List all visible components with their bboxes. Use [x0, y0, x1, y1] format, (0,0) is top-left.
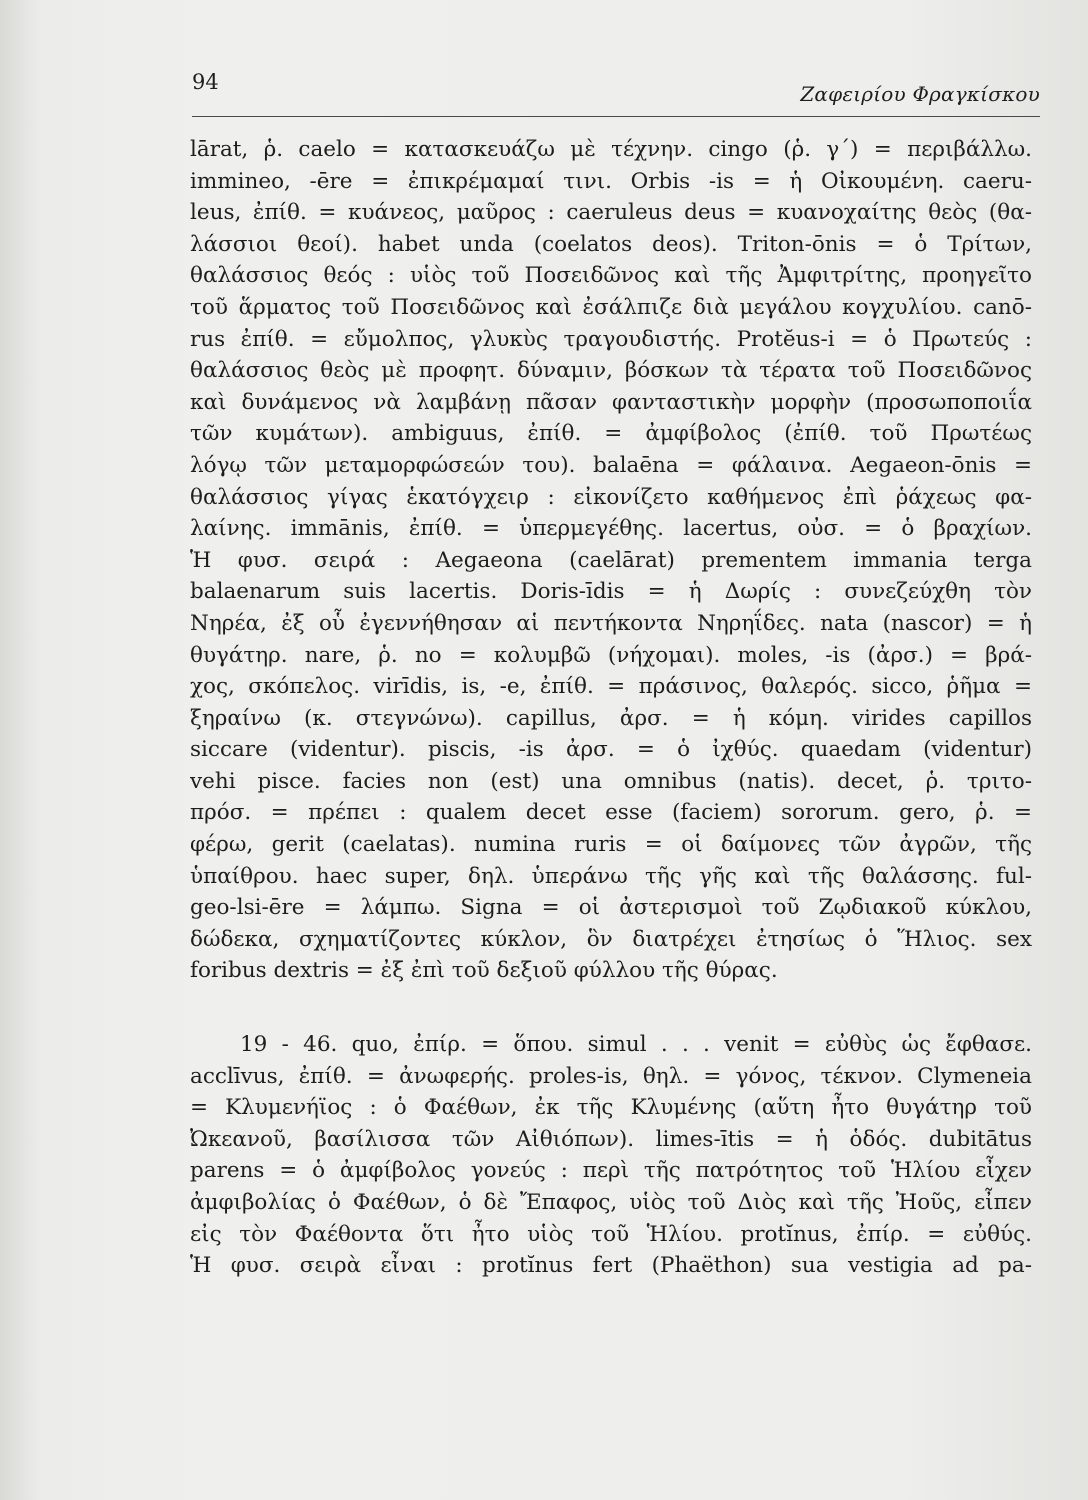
text-line: εἰς τὸν Φαέθοντα ὅτι ἦτο υἱὸς τοῦ Ἡλίου. protĭnus, ἐπίρ. = εὐθύς.	[190, 1221, 1032, 1247]
text-line: Ἡ φυσ. σειρά : Aegaeona (caelārat) prementem immania terga	[190, 547, 1032, 573]
page-body	[190, 134, 1032, 1282]
text-line: vehi pisce. facies non (est) una omnibus (natis). decet, ῥ. τριτο-	[190, 768, 1032, 794]
text-line: καὶ δυνάμενος νὰ λαμβάνῃ πᾶσαν φανταστικὴν μορφὴν (προσωποποιΐα	[190, 389, 1032, 415]
text-line: δώδεκα, σχηματίζοντες κύκλον, ὃν διατρέχει ἐτησίως ὁ Ἥλιος. sex	[190, 926, 1032, 952]
text-line: foribus dextris = ἐξ ἐπὶ τοῦ δεξιοῦ φύλλου τῆς θύρας.	[190, 958, 778, 984]
text-line: 19 - 46. quo, ἐπίρ. = ὅπου. simul . . . venit = εὐθὺς ὡς ἔφθασε.	[240, 1032, 1032, 1058]
text-line: τῶν κυμάτων). ambiguus, ἐπίθ. = ἀμφίβολος (ἐπίθ. τοῦ Πρωτέως	[190, 421, 1032, 447]
text-line: = Κλυμενήϊος : ὁ Φαέθων, ἐκ τῆς Κλυμένης (αὕτη ἦτο θυγάτηρ τοῦ	[190, 1095, 1032, 1121]
text-line: λάσσιοι θεοί). habet unda (coelatos deos). Triton-ōnis = ὁ Τρίτων,	[190, 231, 1032, 257]
text-line: λαίνης. immānis, ἐπίθ. = ὑπερμεγέθης. lacertus, οὐσ. = ὁ βραχίων.	[190, 516, 1032, 542]
text-line: ὑπαίθρου. haec super, δηλ. ὑπεράνω τῆς γῆς καὶ τῆς θαλάσσης. ful-	[190, 863, 1032, 889]
text-line: θαλάσσιος γίγας ἑκατόγχειρ : εἰκονίζετο καθήμενος ἐπὶ ῥάχεως φα-	[190, 484, 1032, 510]
text-line: acclīvus, ἐπίθ. = ἀνωφερής. proles-is, θηλ. = γόνος, τέκνον. Clymeneia	[190, 1063, 1032, 1089]
text-line: χος, σκόπελος. virīdis, is, -e, ἐπίθ. = πράσινος, θαλερός. sicco, ῥῆμα =	[190, 674, 1032, 700]
text-line: lārat, ῥ. caelo = κατασκευάζω μὲ τέχνην. cingo (ῥ. γ΄) = περιβάλλω.	[190, 137, 1032, 162]
text-line: siccare (videntur). piscis, -is ἀρσ. = ὁ ἰχθύς. quaedam (videntur)	[190, 737, 1032, 763]
text-line: Νηρέα, ἐξ οὗ ἐγεννήθησαν αἱ πεντήκοντα Νηρηΐδες. nata (nascor) = ἡ	[190, 610, 1032, 636]
paragraph-2	[190, 1029, 1032, 1282]
text-line: θυγάτηρ. nare, ῥ. no = κολυμβῶ (νήχομαι). moles, -is (ἀρσ.) = βρά-	[190, 642, 1032, 668]
text-line: Ὠκεανοῦ, βασίλισσα τῶν Αἰθιόπων). limes-ītis = ἡ ὁδός. dubitātus	[190, 1126, 1032, 1152]
text-line: ἀμφιβολίας ὁ Φαέθων, ὁ δὲ Ἔπαφος, υἱὸς τοῦ Διὸς καὶ τῆς Ἠοῦς, εἶπεν	[190, 1190, 1032, 1215]
text-line: balaenarum suis lacertis. Doris-īdis = ἡ Δωρίς : συνεζεύχθη τὸν	[190, 579, 1032, 605]
text-line: φέρω, gerit (caelatas). numina ruris = οἱ δαίμονες τῶν ἀγρῶν, τῆς	[190, 832, 1032, 858]
text-line: immineo, -ēre = ἐπικρέμαμαί τινι. Orbis -is = ἡ Οἰκουμένη. caeru-	[190, 168, 1032, 194]
text-line: leus, ἐπίθ. = κυάνεος, μαῦρος : caeruleus deus = κυανοχαίτης θεὸς (θα-	[190, 200, 1032, 226]
text-line: parens = ὁ ἀμφίβολος γονεύς : περὶ τῆς πατρότητος τοῦ Ἡλίου εἶχεν	[190, 1158, 1032, 1184]
text-line: λόγῳ τῶν μεταμορφώσεών του). balaēna = φάλαινα. Aegaeon-ōnis =	[190, 452, 1032, 478]
paragraph-1	[190, 134, 1032, 987]
running-head: Ζαφειρίου Φραγκίσκου	[800, 82, 1040, 106]
text-line: θαλάσσιος θεὸς μὲ προφητ. δύναμιν, βόσκων τὰ τέρατα τοῦ Ποσειδῶνος	[190, 358, 1032, 384]
page-number: 94	[192, 70, 219, 94]
text-line: τοῦ ἅρματος τοῦ Ποσειδῶνος καὶ ἐσάλπιζε διὰ μεγάλου κογχυλίου. canō-	[190, 294, 1032, 320]
text-line: ξηραίνω (κ. στεγνώνω). capillus, ἀρσ. = ἡ κόμη. virides capillos	[190, 705, 1032, 731]
text-line: θαλάσσιος θεός : υἱὸς τοῦ Ποσειδῶνος καὶ τῆς Ἀμφιτρίτης, προηγεῖτο	[190, 263, 1032, 289]
text-line: rus ἐπίθ. = εὔμολπος, γλυκὺς τραγουδιστής. Protĕus-i = ὁ Πρωτεύς :	[190, 326, 1032, 352]
page-header	[192, 66, 1040, 117]
text-line: Ἡ φυσ. σειρὰ εἶναι : protĭnus fert (Phaëthon) sua vestigia ad pa-	[190, 1253, 1032, 1279]
text-line: πρόσ. = πρέπει : qualem decet esse (faciem) sororum. gero, ῥ. =	[190, 800, 1032, 826]
text-line: geo-lsi-ēre = λάμπω. Signa = οἱ ἀστερισμοὶ τοῦ Ζῳδιακοῦ κύκλου,	[190, 895, 1032, 921]
